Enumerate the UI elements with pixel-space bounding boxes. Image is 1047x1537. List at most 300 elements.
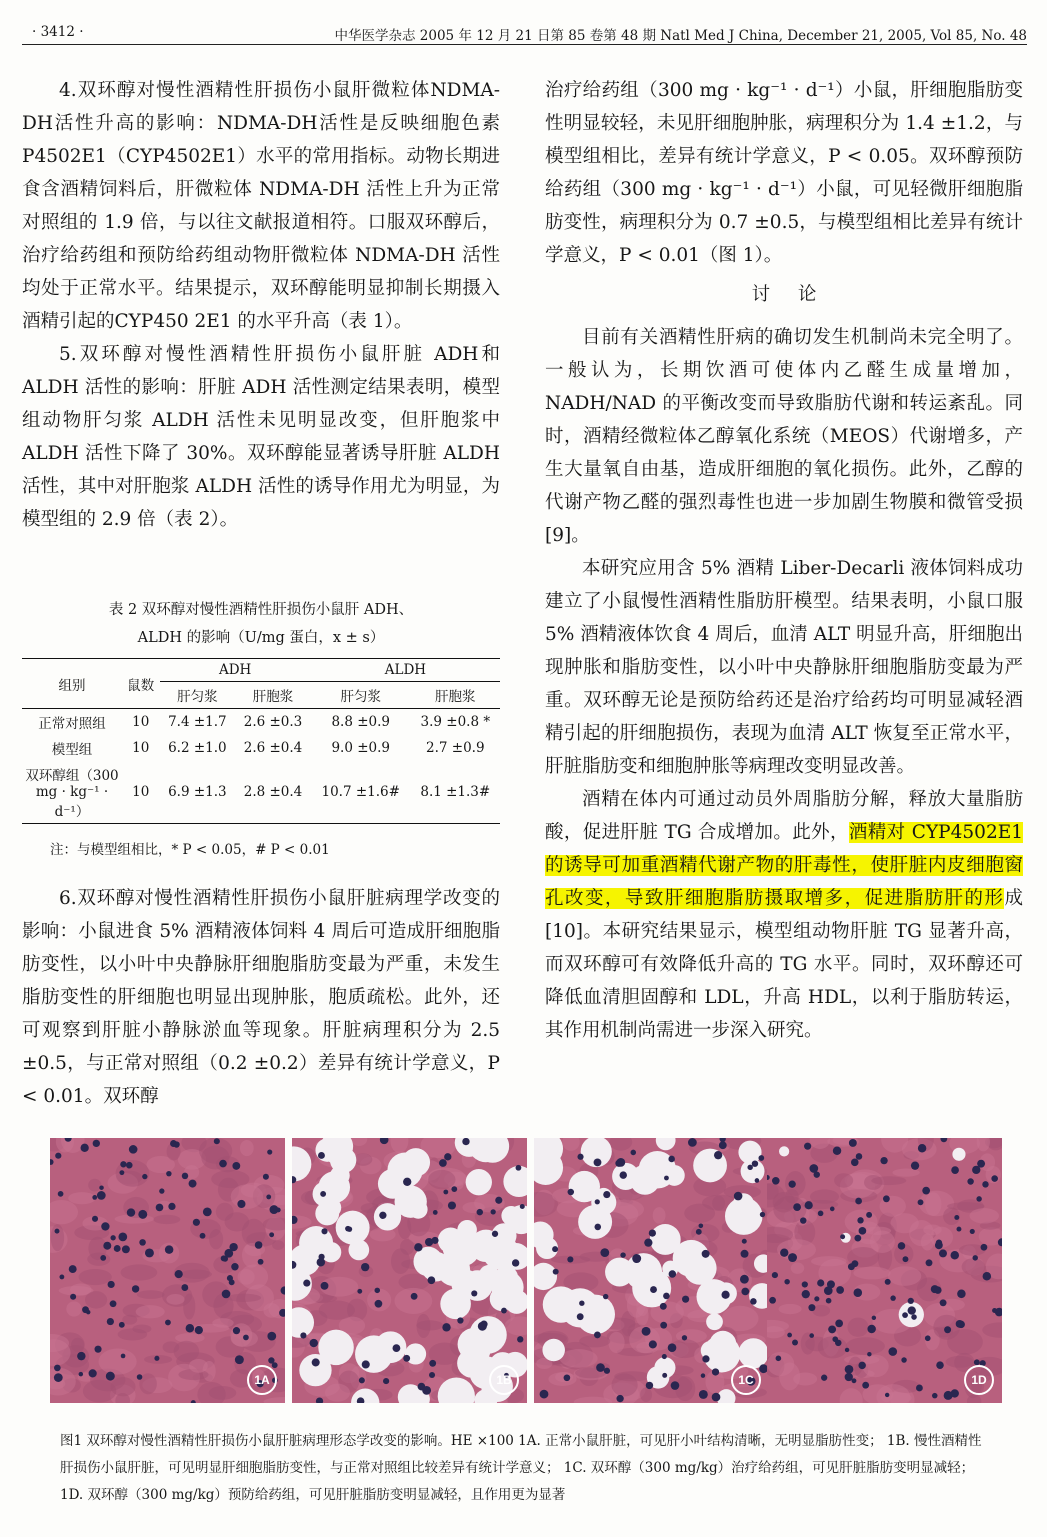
fat-vacuole	[336, 1211, 370, 1245]
cytoplasm-texture	[121, 1264, 158, 1280]
cell-nucleus	[885, 1393, 889, 1397]
cell-nucleus	[99, 1185, 104, 1190]
cell-nucleus	[222, 1290, 231, 1299]
cell-nucleus	[520, 1204, 525, 1209]
cell-nucleus	[669, 1270, 676, 1277]
cell-nucleus	[714, 1151, 722, 1159]
cell-nucleus	[121, 1354, 126, 1359]
right-column	[545, 74, 1023, 1047]
cytoplasm-texture	[66, 1301, 81, 1316]
cell-nucleus	[662, 1373, 667, 1378]
micrograph-1b	[292, 1138, 527, 1403]
cell-nucleus	[170, 1140, 177, 1147]
cell-nucleus	[200, 1233, 206, 1239]
cell-nucleus	[55, 1153, 61, 1159]
cell-nucleus	[235, 1355, 244, 1364]
cell-nucleus	[851, 1260, 858, 1267]
cell-nucleus	[970, 1229, 975, 1234]
cytoplasm-texture	[242, 1219, 266, 1247]
cell-nucleus	[828, 1325, 836, 1333]
micrograph-image	[50, 1138, 285, 1403]
cell-nucleus	[214, 1138, 220, 1144]
cell-nucleus	[833, 1147, 841, 1155]
cytoplasm-texture	[684, 1204, 715, 1223]
cell-nucleus	[631, 1150, 637, 1156]
cell-nucleus	[857, 1217, 863, 1223]
cytoplasm-texture	[416, 1320, 443, 1330]
journal-info: 中华医学杂志 2005 年 12 月 21 日第 85 卷第 48 期 Natl Med J China, December 21, 2005, Vol 85, No. 48	[334, 28, 1027, 44]
cell-nucleus	[957, 1290, 966, 1299]
cytoplasm-texture	[653, 1207, 666, 1224]
fat-vacuole	[542, 1339, 565, 1362]
cell-nucleus	[142, 1174, 147, 1179]
cell-nucleus	[594, 1331, 601, 1338]
sub-header: 肝匀浆	[311, 682, 411, 709]
fat-vacuole	[378, 1169, 408, 1199]
cell-adh-cytosol: 2.8 ±0.4	[243, 784, 303, 800]
cell-nucleus	[145, 1248, 154, 1257]
cell-nucleus	[229, 1279, 235, 1285]
cytoplasm-texture	[793, 1372, 817, 1385]
cell-nucleus	[97, 1191, 106, 1200]
cell-nucleus	[898, 1242, 906, 1250]
cytoplasm-texture	[428, 1170, 455, 1189]
cell-nucleus	[345, 1226, 351, 1232]
cell-aldh-cytosol: 2.7 ±0.9	[426, 740, 485, 756]
cell-nucleus	[936, 1240, 942, 1246]
fat-vacuole	[543, 1286, 579, 1322]
fat-vacuole	[318, 1330, 353, 1365]
cell-nucleus	[175, 1270, 183, 1278]
cell-nucleus	[793, 1203, 801, 1211]
cell-nucleus	[491, 1209, 496, 1214]
panel-label: 1C	[731, 1365, 761, 1395]
cell-nucleus	[616, 1158, 625, 1167]
cell-nucleus	[512, 1259, 519, 1266]
cytoplasm-texture	[810, 1189, 839, 1203]
cell-nucleus	[137, 1374, 143, 1380]
cell-nucleus	[660, 1322, 667, 1329]
cell-nucleus	[268, 1357, 274, 1363]
cell-nucleus	[553, 1269, 559, 1275]
cell-nucleus	[156, 1204, 164, 1212]
cell-nucleus	[411, 1293, 418, 1300]
cell-nucleus	[972, 1255, 977, 1260]
cytoplasm-texture	[240, 1140, 254, 1156]
cell-adh-homogenate: 7.4 ±1.7	[168, 714, 227, 730]
cell-nucleus	[922, 1187, 930, 1195]
cell-nucleus	[787, 1333, 792, 1338]
cell-nucleus	[901, 1357, 906, 1362]
cell-nucleus	[263, 1174, 269, 1180]
cell-nucleus	[79, 1372, 83, 1376]
cell-nucleus	[976, 1196, 981, 1201]
cell-nucleus	[375, 1300, 383, 1308]
cell-nucleus	[92, 1216, 98, 1222]
cell-nucleus	[433, 1210, 438, 1215]
cytoplasm-texture	[834, 1173, 853, 1187]
cell-nucleus	[867, 1325, 875, 1333]
cell-nucleus	[742, 1239, 747, 1244]
cell-nucleus	[189, 1180, 197, 1188]
cytoplasm-texture	[970, 1208, 999, 1223]
cell-nucleus	[312, 1358, 320, 1366]
cytoplasm-texture	[354, 1153, 373, 1166]
cell-nucleus	[321, 1228, 327, 1234]
cell-nucleus	[755, 1178, 760, 1183]
cell-nucleus	[108, 1281, 115, 1288]
cell-nucleus	[165, 1320, 171, 1326]
cell-nucleus	[719, 1141, 727, 1149]
cytoplasm-texture	[640, 1387, 652, 1402]
cytoplasm-texture	[153, 1215, 180, 1224]
cell-nucleus	[568, 1189, 575, 1196]
cell-nucleus	[701, 1373, 705, 1377]
cytoplasm-texture	[614, 1371, 651, 1381]
cell-nucleus	[361, 1263, 369, 1271]
cell-nucleus	[858, 1362, 865, 1369]
cell-nucleus	[827, 1280, 835, 1288]
cell-nucleus	[750, 1298, 757, 1305]
cytoplasm-texture	[83, 1380, 116, 1403]
micrograph-1c	[534, 1138, 769, 1403]
cell-nucleus	[501, 1308, 507, 1314]
cell-nucleus	[55, 1229, 60, 1234]
cytoplasm-texture	[231, 1184, 263, 1209]
cytoplasm-texture	[925, 1192, 941, 1216]
cell-nucleus	[110, 1300, 117, 1307]
cell-nucleus	[956, 1227, 961, 1232]
cell-nucleus	[233, 1327, 240, 1334]
cell-nucleus	[604, 1368, 610, 1374]
cell-nucleus	[303, 1280, 310, 1287]
cell-nucleus	[992, 1308, 997, 1313]
cytoplasm-texture	[174, 1341, 200, 1362]
cell-nucleus	[321, 1282, 329, 1290]
cell-nucleus	[967, 1178, 973, 1184]
cytoplasm-texture	[78, 1269, 111, 1285]
cell-nucleus	[836, 1286, 844, 1294]
cell-adh-homogenate: 6.2 ±1.0	[168, 740, 227, 756]
cell-nucleus	[127, 1208, 135, 1216]
cytoplasm-texture	[962, 1258, 986, 1275]
cytoplasm-texture	[608, 1332, 624, 1353]
cell-nucleus	[594, 1158, 602, 1166]
cell-nucleus	[772, 1272, 778, 1278]
cell-nucleus	[258, 1259, 264, 1265]
fat-vacuole	[569, 1171, 600, 1202]
discussion-text: 成[10]。本研究结果显示，模型组动物肝脏 TG 显著升高，而双环醇可有效降低升高的 TG 水平。同时，双环醇还可降低血清胆固醇和 LDL，升高 HDL，以利于脂肪转运，其作用机制尚需进一步深入研究。	[545, 888, 1023, 1041]
cell-nucleus	[182, 1173, 188, 1179]
cell-nucleus	[872, 1316, 876, 1320]
discussion-paragraph-3	[545, 783, 1023, 1047]
page-number: · 3412 ·	[32, 24, 84, 40]
cell-nucleus	[856, 1153, 863, 1160]
cell-nucleus	[632, 1254, 641, 1263]
cell-nucleus	[682, 1296, 689, 1303]
cell-nucleus	[954, 1215, 959, 1220]
table-2	[22, 596, 500, 858]
paragraph-5: 5.双环醇对慢性酒精性肝损伤小鼠肝脏 ADH和 ALDH 活性的影响：肝脏 ADH 活性测定结果表明，模型组动物肝匀浆 ALDH 活性未见明显改变，但肝胞浆中 ALDH 活性下降了 30%。双环醇能显著诱导肝脏 ALDH 活性，其中对肝胞浆 ALDH 活性的诱导作用尤为明显，为模型组的 2.9 倍（表 2）。	[22, 344, 500, 530]
micrograph-image	[292, 1138, 527, 1403]
cytoplasm-texture	[847, 1318, 868, 1337]
fat-vacuole	[402, 1148, 430, 1176]
cell-aldh-homogenate: 8.8 ±0.9	[331, 714, 390, 730]
highlighted-text: 酒精对 CYP4502E1 的诱导可加重酒精代谢产物的肝毒性，使肝脏内皮细胞窗孔改变，导致肝细胞脂肪摄取增多，促进脂肪肝的形	[545, 822, 1023, 909]
cell-nucleus	[908, 1298, 914, 1304]
cell-nucleus	[429, 1360, 436, 1367]
cell-nucleus	[92, 1195, 97, 1200]
fat-vacuole	[738, 1338, 768, 1368]
fat-vacuole	[664, 1165, 685, 1186]
cell-nucleus	[359, 1377, 365, 1383]
cell-nucleus	[660, 1303, 667, 1310]
fat-vacuole	[625, 1253, 662, 1290]
cell-nucleus	[516, 1165, 522, 1171]
cell-nucleus	[809, 1333, 814, 1338]
cell-nucleus	[902, 1312, 908, 1318]
cell-nucleus	[422, 1386, 431, 1395]
cell-nucleus	[644, 1239, 652, 1247]
cell-nucleus	[439, 1159, 447, 1167]
cell-nucleus	[911, 1314, 917, 1320]
cytoplasm-texture	[319, 1301, 355, 1320]
cell-nucleus	[925, 1335, 931, 1341]
cell-nucleus	[168, 1203, 175, 1210]
cell-nucleus	[266, 1194, 271, 1199]
cell-nucleus	[721, 1291, 729, 1299]
cell-nucleus	[300, 1332, 306, 1338]
cell-nucleus	[802, 1290, 810, 1298]
cell-nucleus	[444, 1153, 451, 1160]
fat-vacuole	[470, 1341, 491, 1362]
cytoplasm-texture	[712, 1196, 725, 1211]
cell-nucleus	[564, 1374, 571, 1381]
panel-label: 1D	[964, 1365, 994, 1395]
cell-nucleus	[119, 1322, 125, 1328]
cell-nucleus	[903, 1256, 909, 1262]
cell-nucleus	[129, 1145, 138, 1154]
cell-nucleus	[462, 1138, 469, 1145]
cell-group: 双环醇组（300 mg · kg⁻¹ · d⁻¹）	[25, 768, 119, 820]
micrograph-image	[534, 1138, 769, 1403]
cell-n: 10	[132, 784, 150, 800]
cell-nucleus	[668, 1343, 677, 1352]
cell-nucleus	[916, 1385, 923, 1392]
cell-nucleus	[603, 1294, 608, 1299]
sub-header: 肝匀浆	[160, 682, 236, 709]
cell-nucleus	[77, 1352, 85, 1360]
fat-vacuole	[322, 1198, 342, 1218]
figure-1	[50, 1138, 1002, 1403]
cell-nucleus	[374, 1288, 380, 1294]
cell-nucleus	[789, 1181, 796, 1188]
cell-nucleus	[702, 1355, 709, 1362]
cell-nucleus	[243, 1335, 249, 1341]
cell-nucleus	[195, 1326, 203, 1334]
cell-nucleus	[451, 1186, 457, 1192]
cell-nucleus	[86, 1310, 90, 1314]
cytoplasm-texture	[137, 1290, 165, 1299]
cell-nucleus	[845, 1348, 849, 1352]
cell-nucleus	[880, 1157, 887, 1164]
cell-aldh-cytosol: 8.1 ±1.3#	[420, 784, 491, 800]
cell-nucleus	[95, 1346, 102, 1353]
fat-vacuole	[375, 1331, 407, 1363]
panel-label: 1B	[489, 1365, 519, 1395]
cytoplasm-texture	[560, 1349, 598, 1368]
cell-nucleus	[854, 1235, 861, 1242]
cell-nucleus	[818, 1211, 824, 1217]
cytoplasm-texture	[189, 1359, 208, 1373]
cell-nucleus	[650, 1286, 657, 1293]
cell-nucleus	[792, 1340, 798, 1346]
cell-nucleus	[972, 1166, 980, 1174]
cell-nucleus	[752, 1160, 758, 1166]
table-row	[22, 761, 500, 824]
cytoplasm-texture	[921, 1234, 934, 1251]
cell-nucleus	[940, 1299, 947, 1306]
cell-nucleus	[517, 1336, 523, 1342]
cell-nucleus	[804, 1143, 811, 1150]
cell-nucleus	[642, 1327, 651, 1336]
cell-nucleus	[596, 1363, 605, 1372]
fat-vacuole	[779, 1146, 789, 1156]
cell-nucleus	[830, 1207, 835, 1212]
cytoplasm-texture	[870, 1231, 895, 1254]
cell-nucleus	[552, 1246, 558, 1252]
cytoplasm-texture	[99, 1349, 137, 1375]
cell-nucleus	[159, 1188, 164, 1193]
cytoplasm-texture	[183, 1293, 195, 1319]
cell-nucleus	[832, 1336, 838, 1342]
col-header-aldh: ALDH	[311, 659, 500, 682]
panel-label: 1A	[247, 1365, 277, 1395]
cell-nucleus	[890, 1295, 895, 1300]
cell-nucleus	[862, 1382, 869, 1389]
cell-nucleus	[885, 1279, 891, 1285]
cell-nucleus	[403, 1355, 410, 1362]
cell-aldh-homogenate: 9.0 ±0.9	[331, 740, 390, 756]
cell-nucleus	[888, 1347, 897, 1356]
cell-nucleus	[478, 1322, 487, 1331]
cell-adh-homogenate: 6.9 ±1.3	[168, 784, 227, 800]
cell-nucleus	[100, 1255, 106, 1261]
cell-nucleus	[186, 1324, 195, 1333]
cell-nucleus	[734, 1192, 743, 1201]
cell-nucleus	[741, 1288, 749, 1296]
cell-nucleus	[835, 1320, 843, 1328]
cell-nucleus	[939, 1249, 947, 1257]
fat-vacuole	[706, 1313, 723, 1330]
cell-nucleus	[495, 1197, 502, 1204]
cell-nucleus	[769, 1297, 776, 1304]
cell-nucleus	[849, 1139, 857, 1147]
cytoplasm-texture	[263, 1303, 279, 1318]
cell-nucleus	[981, 1244, 988, 1251]
cell-nucleus	[442, 1323, 450, 1331]
fat-vacuole	[315, 1138, 338, 1161]
cell-nucleus	[821, 1375, 827, 1381]
cell-nucleus	[193, 1219, 200, 1226]
cell-nucleus	[118, 1232, 127, 1241]
cell-nucleus	[951, 1166, 959, 1174]
table-row	[22, 709, 500, 736]
cytoplasm-texture	[778, 1304, 801, 1314]
cell-nucleus	[154, 1356, 159, 1361]
cytoplasm-texture	[136, 1305, 165, 1318]
cell-nucleus	[932, 1393, 938, 1399]
cell-nucleus	[103, 1242, 111, 1250]
paragraph-continued: 治疗给药组（300 mg · kg⁻¹ · d⁻¹）小鼠，肝细胞脂肪变性明显较轻，未见肝细胞肿胀，病理积分为 1.4 ±1.2，与模型组相比，差异有统计学意义，P < 0.05。双环醇预防给药组（300 mg · kg⁻¹ · d⁻¹）小鼠，可见轻微肝细胞脂肪变性，病理积分为 0.7 ±0.5，与模型组相比差异有统计学意义，P < 0.01（图 1）。	[545, 80, 1023, 266]
fat-vacuole	[495, 1266, 518, 1289]
cell-nucleus	[139, 1239, 146, 1246]
cell-nucleus	[457, 1317, 463, 1323]
cytoplasm-texture	[88, 1179, 101, 1192]
cell-nucleus	[269, 1232, 274, 1237]
cell-nucleus	[826, 1298, 832, 1304]
table-note: 注：与模型组相比，* P < 0.05，# P < 0.01	[50, 842, 330, 858]
cell-adh-cytosol: 2.6 ±0.4	[243, 740, 303, 756]
cell-nucleus	[936, 1361, 944, 1369]
cell-nucleus	[119, 1170, 124, 1175]
cytoplasm-texture	[240, 1264, 268, 1289]
cell-nucleus	[267, 1149, 272, 1154]
cell-nucleus	[138, 1210, 147, 1219]
cell-nucleus	[663, 1293, 670, 1300]
cell-aldh-cytosol: 3.9 ±0.8 *	[420, 714, 491, 730]
cell-nucleus	[594, 1224, 601, 1231]
cell-adh-cytosol: 2.6 ±0.3	[243, 714, 303, 730]
cell-nucleus	[414, 1243, 422, 1251]
cell-nucleus	[866, 1212, 872, 1218]
cell-nucleus	[808, 1304, 815, 1311]
cell-nucleus	[851, 1159, 859, 1167]
fat-vacuole	[490, 1287, 514, 1311]
cytoplasm-texture	[394, 1288, 432, 1314]
cell-nucleus	[600, 1248, 609, 1257]
cell-nucleus	[983, 1272, 992, 1281]
cytoplasm-texture	[122, 1315, 137, 1325]
table-row	[22, 735, 500, 761]
cell-nucleus	[662, 1354, 667, 1359]
cell-nucleus	[237, 1200, 245, 1208]
cell-nucleus	[671, 1381, 680, 1390]
cell-nucleus	[702, 1250, 710, 1258]
figure-caption: 图1 双环醇对慢性酒精性肝损伤小鼠肝脏病理形态学改变的影响。HE ×100 1A. 正常小鼠肝脏，可见肝小叶结构清晰，无明显脂肪性变； 1B. 慢性酒精性肝损伤小鼠肝脏，可见明显肝细胞脂肪变性，与正常对照组比较差异有统计学意义； 1C. 双环醇（300 mg/kg）治疗给药组，可见肝脏脂肪变明显减轻； 1D. 双环醇（300 mg/kg）预防给药组，可见肝脏脂肪变明显减轻，且作用更为显著	[60, 1433, 982, 1503]
cell-group: 模型组	[51, 742, 93, 758]
cell-nucleus	[944, 1326, 951, 1333]
fat-vacuole	[725, 1197, 763, 1235]
cell-nucleus	[165, 1245, 173, 1253]
cell-nucleus	[646, 1382, 653, 1389]
cell-nucleus	[58, 1191, 64, 1197]
cell-nucleus	[577, 1313, 584, 1320]
cell-nucleus	[814, 1296, 819, 1301]
cell-nucleus	[471, 1290, 477, 1296]
micrograph-1d	[767, 1138, 1002, 1403]
cell-nucleus	[59, 1274, 64, 1279]
cell-nucleus	[70, 1294, 76, 1300]
cell-nucleus	[758, 1155, 764, 1161]
cell-nucleus	[603, 1191, 610, 1198]
cell-nucleus	[616, 1395, 623, 1402]
discussion-paragraph-2: 本研究应用含 5% 酒精 Liber-Decarli 液体饲料成功建立了小鼠慢性酒精性脂肪肝模型。结果表明，小鼠口服 5% 酒精液体饮食 4 周后，血清 ALT 明显升高，肝细胞出现肿胀和脂肪变性，以小叶中央静脉肝细胞脂肪变最为严重。双环醇无论是预防给药还是治疗给药均可明显减轻酒精引起的肝细胞损伤，表现为血清 ALT 恢复至正常水平，肝脏脂肪变和细胞肿胀等病理改变明显改善。	[545, 558, 1023, 777]
cell-nucleus	[772, 1177, 780, 1185]
cell-nucleus	[788, 1253, 797, 1262]
cell-nucleus	[664, 1176, 669, 1181]
cell-nucleus	[428, 1276, 436, 1284]
